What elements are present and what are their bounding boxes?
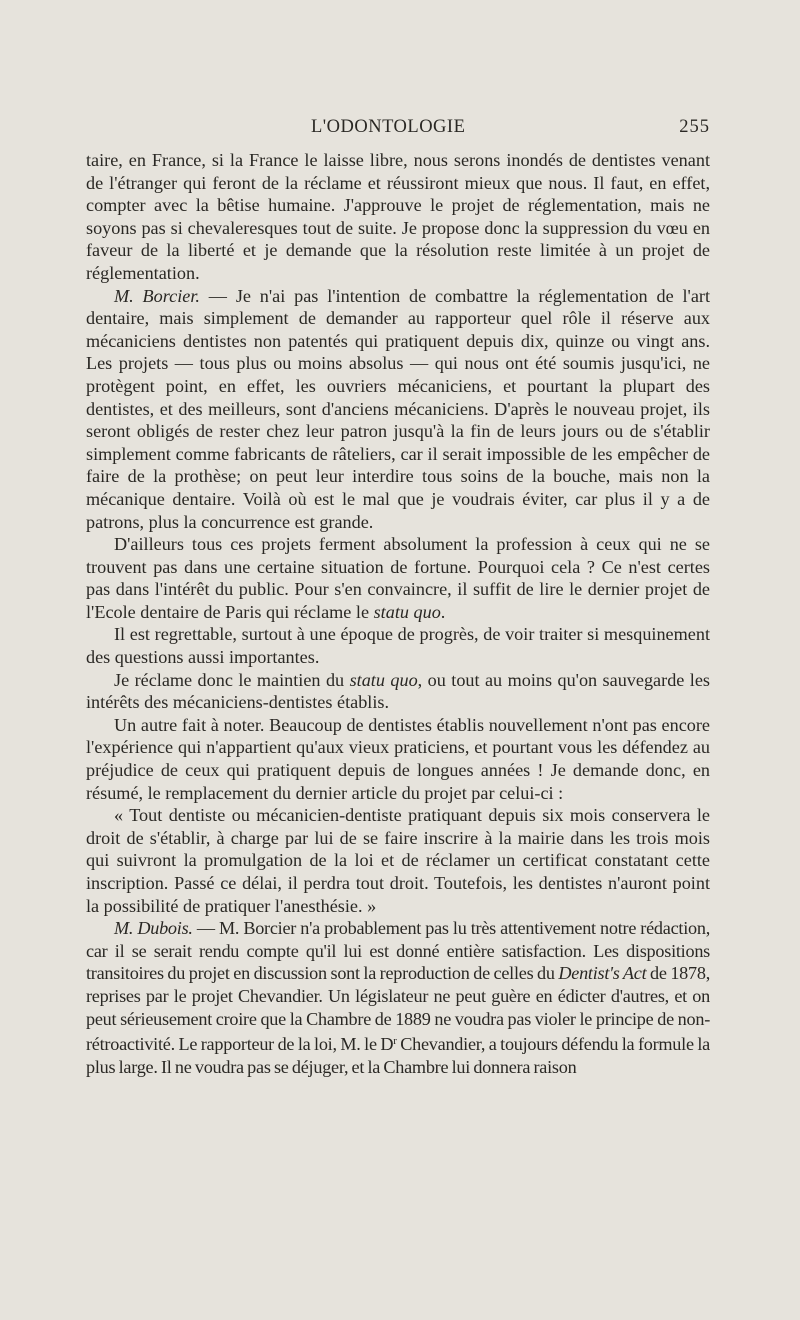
paragraph-tail: Chevandier, a toujours défendu la formule la plus large. Il ne voudra pas se déjuger, et la Chambre lui donnera raison (86, 1034, 710, 1077)
paragraph-4 (86, 623, 710, 668)
paragraph-text: Je réclame donc le maintien du (114, 669, 350, 690)
speaker-name: M. Borcier. (114, 285, 200, 306)
paragraph-5 (86, 669, 710, 714)
paragraph-tail: . (440, 601, 446, 622)
italic-phrase: statu quo (349, 669, 418, 690)
running-header (86, 117, 710, 145)
italic-phrase: Dentist's Act (558, 963, 647, 984)
speaker-name: M. Dubois. (114, 918, 193, 939)
paragraph-2 (86, 285, 710, 534)
superscript: r (393, 1035, 397, 1048)
paragraph-text: D'ailleurs tous ces projets ferment absolument la profession à ceux qui ne se trouvent pas dans une certaine situation de fortune. Pourquoi cela ? Ce n'est certes pas dans l'intérêt du public. Pour s'en convaincre, il suffit de lire le dernier projet de l'Ecole dentaire de Paris qui réclame le (86, 534, 710, 622)
paragraph-text: — Je n'ai pas l'intention de combattre la réglementation de l'art dentaire, mais simplement de demander au rapporteur quel rôle il réserve aux mécaniciens dentistes non patentés qui pratiquent depuis dix, quinze ou vingt ans. Les projets — tous plus ou moins absolus — qui nous ont été soumis jusqu'ici, ne protègent point, en effet, les ouvriers mécaniciens, et pourtant la plupart des dentistes, et des meilleurs, sont d'anciens mécaniciens. D'après le nouveau projet, ils seront obligés de rester chez leur patron jusqu'à la fin de leurs jours ou de s'établir simplement comme fabricants de râteliers, car il serait impossible de les empêcher de faire de la prothèse; on peut leur interdire tous soins de la bouche, mais non la mécanique dentaire. Voilà où est le mal que je voudrais éviter, car plus il y a de patrons, plus la concurrence est grande. (86, 285, 710, 532)
paragraph-text: « Tout dentiste ou mécanicien-dentiste pratiquant depuis six mois conservera le droit de s'établir, à charge par lui de se faire inscrire à la mairie dans les trois mois qui suivront la promulgation de la loi et de réclamer un certificat constatant cette inscription. Passé ce délai, il perdra tout droit. Toutefois, les dentistes n'auront point la possibilité de pratiquer l'anesthésie. » (86, 805, 710, 916)
paragraph-text: Il est regrettable, surtout à une époque de progrès, de voir traiter si mesquinement des questions aussi importantes. (86, 624, 710, 668)
paragraph-8 (86, 917, 710, 1078)
paragraph-text: taire, en France, si la France le laisse libre, nous serons inondés de dentistes venant de l'étranger qui feront de la réclame et réussiront mieux que nous. Il faut, en effet, compter avec la bêtise humaine. J'approuve le projet de réglementation, mais ne soyons pas si chevaleresques tout de suite. Je propose donc la suppression du vœu en faveur de la liberté et je demande que la résolution reste limitée à un projet de réglementation. (86, 150, 710, 283)
paragraph-tail: de 1878, reprises par le projet Chevandier. Un législateur ne peut guère en édicter d'autres, et on peut sérieusement croire que la Chambre de 1889 ne voudra pas violer le principe de non-rétroactivité. Le rapporteur de la loi, M. le D (86, 963, 710, 1055)
paragraph-text: — M. Borcier n'a probablement pas lu très attentivement notre rédaction, car il se serait rendu compte qu'il lui est donné entière satisfaction. Les dispositions transitoires du projet en discussion sont la reproduction de celles du (86, 918, 711, 984)
journal-title: L'ODONTOLOGIE (311, 117, 466, 137)
italic-phrase: statu quo (373, 601, 441, 622)
paragraph-6 (86, 714, 710, 804)
quoted-article (86, 804, 710, 917)
page-number: 255 (679, 117, 710, 137)
paragraph-tail: , ou tout au moins qu'on sauvegarde les intérêts des mécaniciens-dentistes établis. (86, 669, 710, 713)
paragraph-text: Un autre fait à noter. Beaucoup de dentistes établis nouvellement n'ont pas encore l'expérience qui n'appartient qu'aux vieux praticiens, et pourtant vous les défendez au préjudice de ceux qui pratiquent depuis de longues années ! Je demande donc, en résumé, le remplacement du dernier article du projet par celui-ci : (86, 714, 710, 803)
paragraph-3 (86, 533, 710, 623)
paragraph-1 (86, 149, 710, 285)
body-text (86, 149, 710, 1078)
